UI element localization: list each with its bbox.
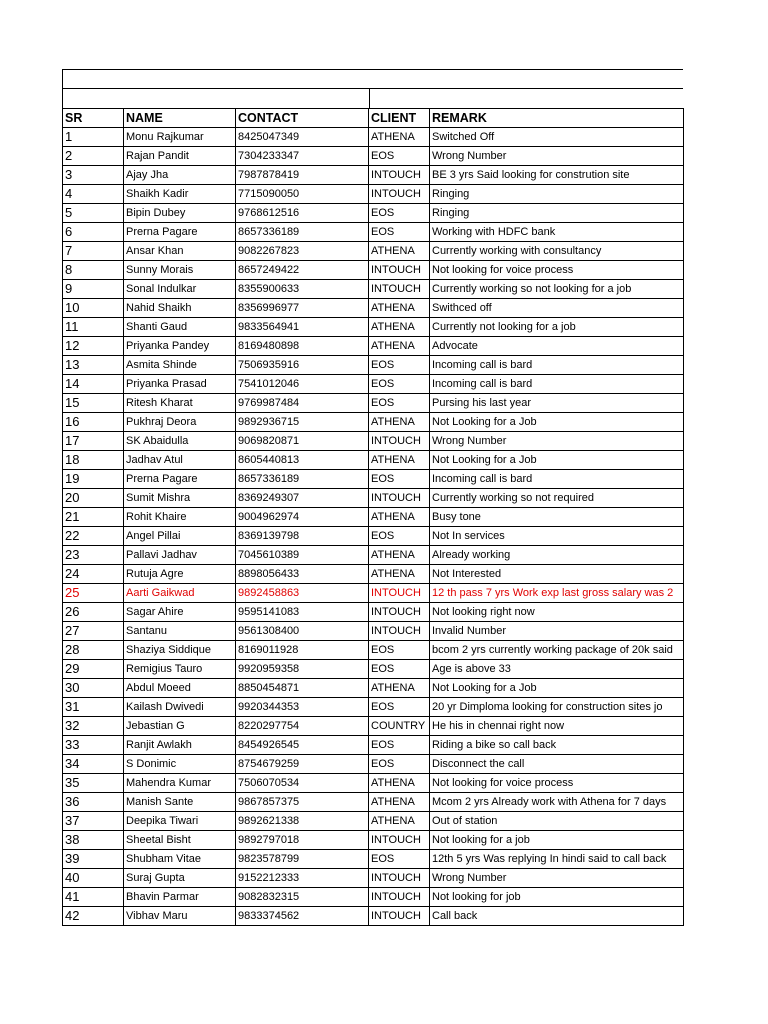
cell-client: ATHENA xyxy=(369,774,430,793)
column-divider xyxy=(369,89,370,108)
cell-name: Ajay Jha xyxy=(124,166,236,185)
cell-client: EOS xyxy=(369,527,430,546)
cell-name: Shaikh Kadir xyxy=(124,185,236,204)
cell-sr: 34 xyxy=(63,755,124,774)
cell-remark: Not In services xyxy=(430,527,684,546)
cell-sr: 28 xyxy=(63,641,124,660)
cell-name: Ranjit Awlakh xyxy=(124,736,236,755)
cell-contact: 8355900633 xyxy=(236,280,369,299)
cell-client: EOS xyxy=(369,223,430,242)
cell-client: INTOUCH xyxy=(369,907,430,926)
cell-sr: 27 xyxy=(63,622,124,641)
cell-client: INTOUCH xyxy=(369,888,430,907)
cell-remark: Not looking for job xyxy=(430,888,684,907)
cell-sr: 6 xyxy=(63,223,124,242)
table-row xyxy=(63,869,684,888)
cell-client: ATHENA xyxy=(369,337,430,356)
header-row xyxy=(63,109,684,128)
cell-sr: 39 xyxy=(63,850,124,869)
cell-sr: 38 xyxy=(63,831,124,850)
cell-sr: 30 xyxy=(63,679,124,698)
cell-sr: 33 xyxy=(63,736,124,755)
cell-sr: 15 xyxy=(63,394,124,413)
table-row xyxy=(63,888,684,907)
cell-client: EOS xyxy=(369,755,430,774)
table-row xyxy=(63,793,684,812)
cell-remark: Incoming call is bard xyxy=(430,470,684,489)
cell-contact: 9833564941 xyxy=(236,318,369,337)
table-row xyxy=(63,299,684,318)
cell-client: ATHENA xyxy=(369,413,430,432)
cell-remark: Switched Off xyxy=(430,128,684,147)
cell-contact: 9823578799 xyxy=(236,850,369,869)
cell-name: Bipin Dubey xyxy=(124,204,236,223)
cell-sr: 11 xyxy=(63,318,124,337)
cell-client: EOS xyxy=(369,698,430,717)
cell-sr: 32 xyxy=(63,717,124,736)
cell-contact: 8850454871 xyxy=(236,679,369,698)
cell-contact: 9920959358 xyxy=(236,660,369,679)
cell-sr: 36 xyxy=(63,793,124,812)
cell-name: S Donimic xyxy=(124,755,236,774)
cell-remark: bcom 2 yrs currently working package of 20k said xyxy=(430,641,684,660)
cell-sr: 19 xyxy=(63,470,124,489)
cell-sr: 5 xyxy=(63,204,124,223)
cell-sr: 9 xyxy=(63,280,124,299)
cell-sr: 17 xyxy=(63,432,124,451)
cell-client: INTOUCH xyxy=(369,280,430,299)
cell-remark: 12th 5 yrs Was replying In hindi said to call back xyxy=(430,850,684,869)
cell-sr: 35 xyxy=(63,774,124,793)
cell-sr: 16 xyxy=(63,413,124,432)
cell-sr: 2 xyxy=(63,147,124,166)
cell-contact: 9595141083 xyxy=(236,603,369,622)
cell-name: Ansar Khan xyxy=(124,242,236,261)
cell-client: ATHENA xyxy=(369,318,430,337)
cell-remark: Not Looking for a Job xyxy=(430,679,684,698)
header-contact: CONTACT xyxy=(236,109,369,128)
cell-contact: 9082267823 xyxy=(236,242,369,261)
spreadsheet xyxy=(62,69,683,926)
cell-name: Rohit Khaire xyxy=(124,508,236,527)
table-row xyxy=(63,242,684,261)
cell-remark: Ringing xyxy=(430,185,684,204)
cell-client: INTOUCH xyxy=(369,166,430,185)
table-row xyxy=(63,147,684,166)
cell-client: ATHENA xyxy=(369,242,430,261)
cell-client: ATHENA xyxy=(369,508,430,527)
table-row xyxy=(63,527,684,546)
cell-remark: Not Looking for a Job xyxy=(430,451,684,470)
cell-name: Monu Rajkumar xyxy=(124,128,236,147)
cell-name: Sumit Mishra xyxy=(124,489,236,508)
cell-remark: Mcom 2 yrs Already work with Athena for 7 days xyxy=(430,793,684,812)
header-name: NAME xyxy=(124,109,236,128)
cell-contact: 9768612516 xyxy=(236,204,369,223)
cell-contact: 8657336189 xyxy=(236,223,369,242)
cell-remark: 20 yr Dimploma looking for construction sites jo xyxy=(430,698,684,717)
cell-client: EOS xyxy=(369,850,430,869)
table-row xyxy=(63,622,684,641)
cell-name: Remigius Tauro xyxy=(124,660,236,679)
cell-contact: 9082832315 xyxy=(236,888,369,907)
cell-name: Manish Sante xyxy=(124,793,236,812)
table-row xyxy=(63,565,684,584)
cell-sr: 26 xyxy=(63,603,124,622)
cell-remark: Not Interested xyxy=(430,565,684,584)
table-row xyxy=(63,508,684,527)
cell-contact: 9892458863 xyxy=(236,584,369,603)
cell-name: Mahendra Kumar xyxy=(124,774,236,793)
cell-client: INTOUCH xyxy=(369,831,430,850)
cell-name: Sonal Indulkar xyxy=(124,280,236,299)
cell-remark: Call back xyxy=(430,907,684,926)
cell-sr: 25 xyxy=(63,584,124,603)
table-row xyxy=(63,166,684,185)
table-row xyxy=(63,185,684,204)
cell-contact: 9069820871 xyxy=(236,432,369,451)
cell-remark: Incoming call is bard xyxy=(430,375,684,394)
table-row xyxy=(63,337,684,356)
cell-contact: 8425047349 xyxy=(236,128,369,147)
cell-name: SK Abaidulla xyxy=(124,432,236,451)
cell-name: Priyanka Prasad xyxy=(124,375,236,394)
cell-remark: Busy tone xyxy=(430,508,684,527)
cell-client: EOS xyxy=(369,736,430,755)
cell-contact: 8169011928 xyxy=(236,641,369,660)
cell-sr: 10 xyxy=(63,299,124,318)
cell-remark: He his in chennai right now xyxy=(430,717,684,736)
cell-client: EOS xyxy=(369,660,430,679)
cell-name: Angel Pillai xyxy=(124,527,236,546)
cell-sr: 41 xyxy=(63,888,124,907)
cell-contact: 7506935916 xyxy=(236,356,369,375)
table-row xyxy=(63,755,684,774)
cell-remark: Not looking for voice process xyxy=(430,774,684,793)
cell-name: Abdul Moeed xyxy=(124,679,236,698)
cell-sr: 13 xyxy=(63,356,124,375)
cell-client: INTOUCH xyxy=(369,185,430,204)
cell-sr: 31 xyxy=(63,698,124,717)
cell-remark: Wrong Number xyxy=(430,147,684,166)
table-row xyxy=(63,812,684,831)
cell-remark: Currently working with consultancy xyxy=(430,242,684,261)
cell-name: Jadhav Atul xyxy=(124,451,236,470)
cell-contact: 9867857375 xyxy=(236,793,369,812)
cell-remark: Ringing xyxy=(430,204,684,223)
cell-remark: Age is above 33 xyxy=(430,660,684,679)
table-row xyxy=(63,736,684,755)
cell-client: ATHENA xyxy=(369,546,430,565)
cell-client: EOS xyxy=(369,394,430,413)
table-body xyxy=(63,128,684,926)
cell-client: ATHENA xyxy=(369,128,430,147)
cell-contact: 8369249307 xyxy=(236,489,369,508)
table-row xyxy=(63,432,684,451)
cell-remark: Not looking for a job xyxy=(430,831,684,850)
cell-remark: Advocate xyxy=(430,337,684,356)
cell-contact: 9004962974 xyxy=(236,508,369,527)
cell-contact: 7715090050 xyxy=(236,185,369,204)
cell-client: INTOUCH xyxy=(369,261,430,280)
cell-name: Pallavi Jadhav xyxy=(124,546,236,565)
cell-name: Kailash Dwivedi xyxy=(124,698,236,717)
table-row xyxy=(63,356,684,375)
cell-name: Jebastian G xyxy=(124,717,236,736)
cell-contact: 7987878419 xyxy=(236,166,369,185)
table-row xyxy=(63,717,684,736)
table-row xyxy=(63,660,684,679)
table-row xyxy=(63,831,684,850)
cell-client: EOS xyxy=(369,147,430,166)
cell-contact: 9892797018 xyxy=(236,831,369,850)
table-row xyxy=(63,489,684,508)
cell-sr: 1 xyxy=(63,128,124,147)
table-row xyxy=(63,204,684,223)
cell-contact: 8369139798 xyxy=(236,527,369,546)
cell-name: Santanu xyxy=(124,622,236,641)
cell-name: Aarti Gaikwad xyxy=(124,584,236,603)
cell-client: ATHENA xyxy=(369,451,430,470)
cell-client: INTOUCH xyxy=(369,622,430,641)
cell-name: Sagar Ahire xyxy=(124,603,236,622)
cell-client: INTOUCH xyxy=(369,603,430,622)
cell-client: ATHENA xyxy=(369,679,430,698)
cell-client: ATHENA xyxy=(369,565,430,584)
blank-row xyxy=(62,88,683,108)
cell-sr: 7 xyxy=(63,242,124,261)
title-row-empty xyxy=(62,69,683,88)
cell-remark: Incoming call is bard xyxy=(430,356,684,375)
cell-remark: BE 3 yrs Said looking for constrution site xyxy=(430,166,684,185)
table-row xyxy=(63,451,684,470)
table-row xyxy=(63,470,684,489)
cell-name: Deepika Tiwari xyxy=(124,812,236,831)
cell-sr: 18 xyxy=(63,451,124,470)
cell-remark: Invalid Number xyxy=(430,622,684,641)
cell-contact: 9833374562 xyxy=(236,907,369,926)
cell-name: Shaziya Siddique xyxy=(124,641,236,660)
table-row xyxy=(63,223,684,242)
cell-client: EOS xyxy=(369,375,430,394)
cell-name: Sunny Morais xyxy=(124,261,236,280)
cell-sr: 37 xyxy=(63,812,124,831)
cell-remark: Not looking right now xyxy=(430,603,684,622)
cell-contact: 8657249422 xyxy=(236,261,369,280)
cell-remark: Wrong Number xyxy=(430,869,684,888)
header-client: CLIENT xyxy=(369,109,430,128)
cell-client: INTOUCH xyxy=(369,432,430,451)
table-row xyxy=(63,698,684,717)
cell-contact: 9769987484 xyxy=(236,394,369,413)
table-row xyxy=(63,850,684,869)
cell-name: Ritesh Kharat xyxy=(124,394,236,413)
table-row xyxy=(63,774,684,793)
cell-remark: Riding a bike so call back xyxy=(430,736,684,755)
cell-remark: Not looking for voice process xyxy=(430,261,684,280)
cell-name: Nahid Shaikh xyxy=(124,299,236,318)
cell-remark: Out of station xyxy=(430,812,684,831)
table-row xyxy=(63,318,684,337)
cell-contact: 9892936715 xyxy=(236,413,369,432)
cell-sr: 22 xyxy=(63,527,124,546)
cell-contact: 8657336189 xyxy=(236,470,369,489)
cell-contact: 7541012046 xyxy=(236,375,369,394)
cell-contact: 8754679259 xyxy=(236,755,369,774)
header-sr: SR xyxy=(63,109,124,128)
cell-name: Shubham Vitae xyxy=(124,850,236,869)
cell-contact: 7304233347 xyxy=(236,147,369,166)
cell-name: Shanti Gaud xyxy=(124,318,236,337)
table-row xyxy=(63,641,684,660)
cell-name: Suraj Gupta xyxy=(124,869,236,888)
cell-contact: 9920344353 xyxy=(236,698,369,717)
cell-client: EOS xyxy=(369,356,430,375)
table-row xyxy=(63,679,684,698)
cell-client: INTOUCH xyxy=(369,869,430,888)
cell-remark: Currently working so not required xyxy=(430,489,684,508)
header-remark: REMARK xyxy=(430,109,684,128)
cell-name: Prerna Pagare xyxy=(124,470,236,489)
cell-remark: Pursing his last year xyxy=(430,394,684,413)
cell-client: INTOUCH xyxy=(369,489,430,508)
cell-name: Priyanka Pandey xyxy=(124,337,236,356)
cell-name: Vibhav Maru xyxy=(124,907,236,926)
cell-sr: 42 xyxy=(63,907,124,926)
cell-remark: Currently working so not looking for a job xyxy=(430,280,684,299)
cell-remark: Working with HDFC bank xyxy=(430,223,684,242)
cell-client: ATHENA xyxy=(369,793,430,812)
cell-remark: Not Looking for a Job xyxy=(430,413,684,432)
cell-name: Asmita Shinde xyxy=(124,356,236,375)
cell-remark: Swithced off xyxy=(430,299,684,318)
cell-sr: 12 xyxy=(63,337,124,356)
cell-client: EOS xyxy=(369,470,430,489)
table-row xyxy=(63,375,684,394)
cell-sr: 14 xyxy=(63,375,124,394)
cell-sr: 8 xyxy=(63,261,124,280)
candidate-table xyxy=(62,108,684,926)
cell-contact: 7506070534 xyxy=(236,774,369,793)
cell-client: EOS xyxy=(369,204,430,223)
cell-contact: 8220297754 xyxy=(236,717,369,736)
cell-contact: 8605440813 xyxy=(236,451,369,470)
cell-contact: 9152212333 xyxy=(236,869,369,888)
table-row xyxy=(63,584,684,603)
cell-client: EOS xyxy=(369,641,430,660)
cell-sr: 29 xyxy=(63,660,124,679)
cell-client: COUNTRY xyxy=(369,717,430,736)
cell-contact: 8356996977 xyxy=(236,299,369,318)
table-row xyxy=(63,280,684,299)
cell-remark: Currently not looking for a job xyxy=(430,318,684,337)
cell-name: Pukhraj Deora xyxy=(124,413,236,432)
cell-contact: 8898056433 xyxy=(236,565,369,584)
cell-name: Sheetal Bisht xyxy=(124,831,236,850)
table-row xyxy=(63,546,684,565)
cell-client: INTOUCH xyxy=(369,584,430,603)
cell-remark: Disconnect the call xyxy=(430,755,684,774)
cell-name: Rajan Pandit xyxy=(124,147,236,166)
table-row xyxy=(63,261,684,280)
cell-name: Bhavin Parmar xyxy=(124,888,236,907)
cell-sr: 20 xyxy=(63,489,124,508)
table-row xyxy=(63,603,684,622)
cell-contact: 9561308400 xyxy=(236,622,369,641)
cell-contact: 8454926545 xyxy=(236,736,369,755)
cell-sr: 21 xyxy=(63,508,124,527)
cell-remark: 12 th pass 7 yrs Work exp last gross salary was 2 xyxy=(430,584,684,603)
cell-contact: 9892621338 xyxy=(236,812,369,831)
cell-client: ATHENA xyxy=(369,299,430,318)
cell-name: Prerna Pagare xyxy=(124,223,236,242)
cell-contact: 8169480898 xyxy=(236,337,369,356)
table-row xyxy=(63,128,684,147)
table-row xyxy=(63,394,684,413)
table-row xyxy=(63,413,684,432)
cell-sr: 3 xyxy=(63,166,124,185)
cell-sr: 24 xyxy=(63,565,124,584)
cell-sr: 4 xyxy=(63,185,124,204)
table-row xyxy=(63,907,684,926)
cell-contact: 7045610389 xyxy=(236,546,369,565)
cell-sr: 40 xyxy=(63,869,124,888)
cell-remark: Already working xyxy=(430,546,684,565)
cell-client: ATHENA xyxy=(369,812,430,831)
cell-remark: Wrong Number xyxy=(430,432,684,451)
cell-sr: 23 xyxy=(63,546,124,565)
cell-name: Rutuja Agre xyxy=(124,565,236,584)
